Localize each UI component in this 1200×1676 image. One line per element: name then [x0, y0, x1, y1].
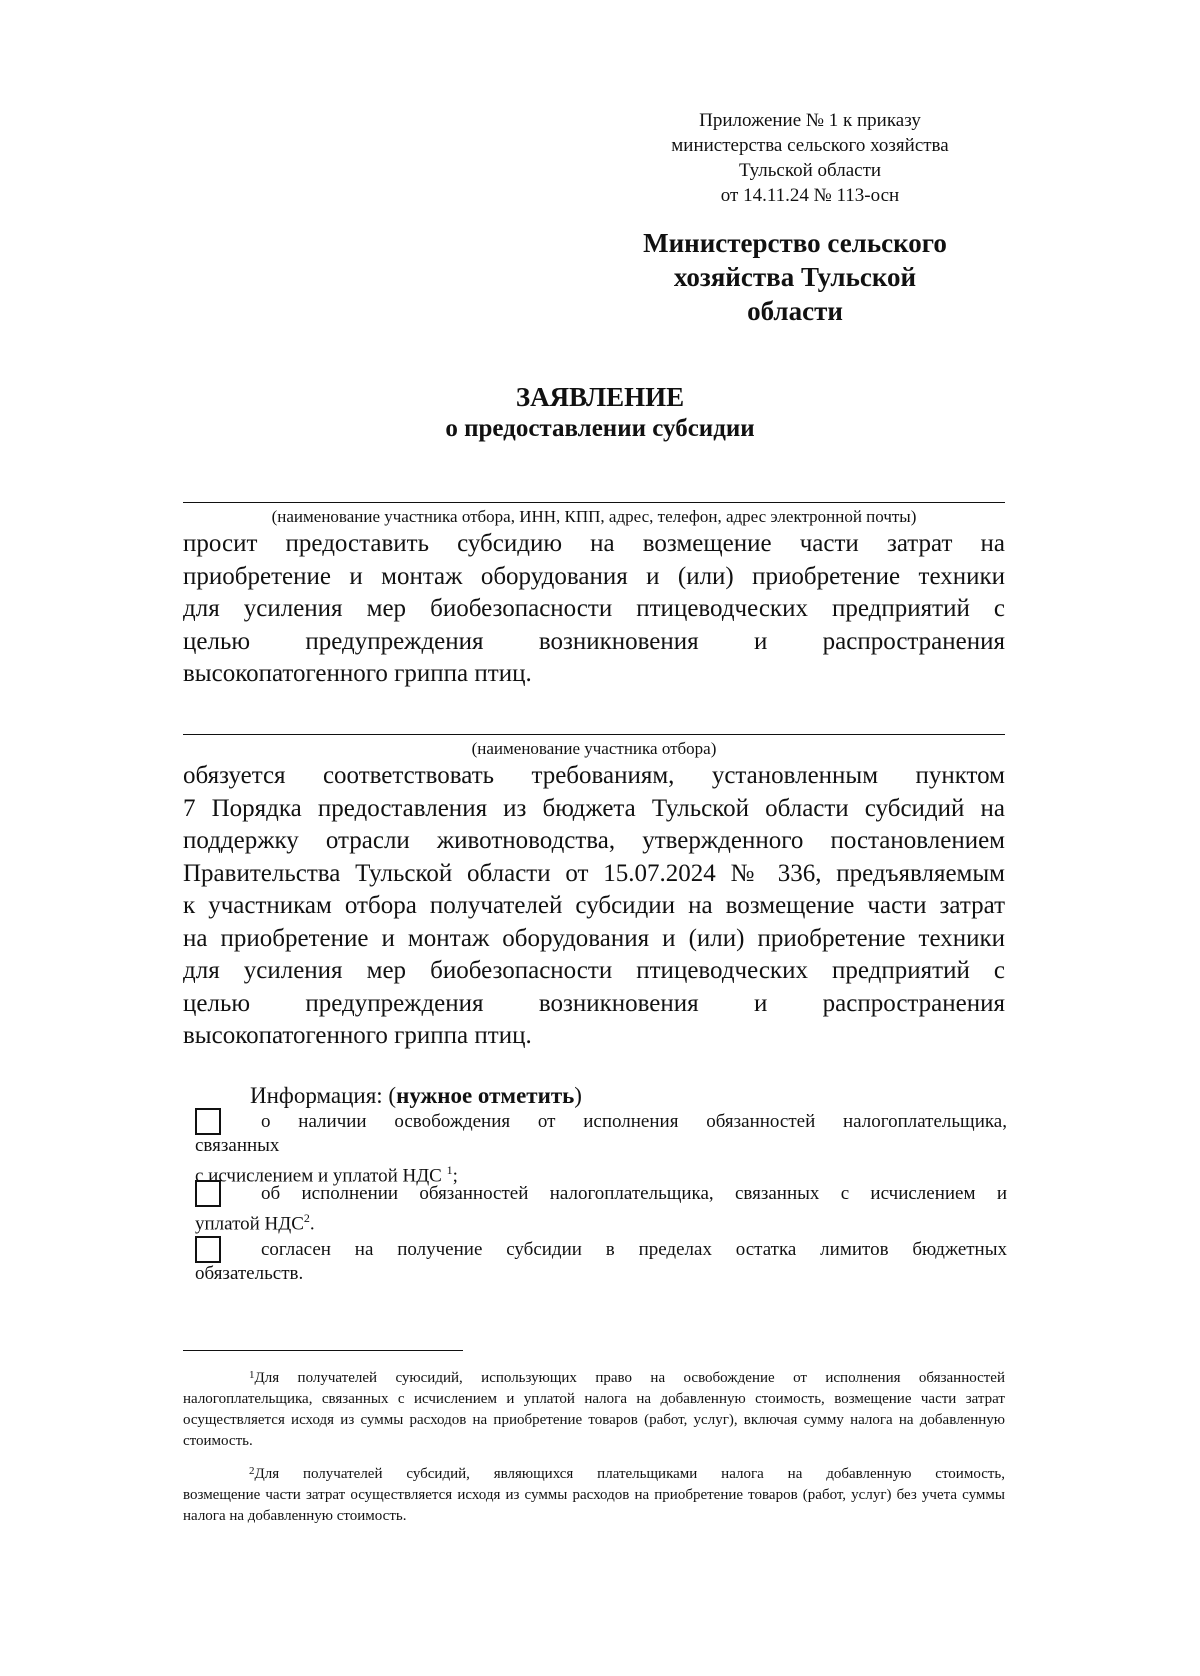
info-label: Информация: (нужное отметить)	[250, 1083, 582, 1108]
footnote-mark: 1	[249, 1369, 255, 1381]
document-title: ЗАЯВЛЕНИЕ	[515, 382, 685, 412]
option-vat-payer	[195, 1182, 1007, 1236]
appendix-header	[640, 108, 980, 208]
participant-name-field-line[interactable]	[183, 734, 1005, 735]
paragraph-line: для усиления мер биобезопасности птицеводческих предприятий с	[183, 595, 1005, 622]
option-text: о наличии освобождения от исполнения обязанностей налогоплательщика,	[261, 1111, 1007, 1132]
paragraph-line: целью предупреждения возникновения и распространения	[183, 627, 1005, 655]
appendix-line: Приложение № 1 к приказу	[699, 110, 921, 131]
paragraph-line: к участникам отбора получателей субсидии на возмещение части затрат	[183, 892, 1005, 919]
option-text: уплатой НДС$^2$.	[195, 1211, 315, 1235]
paragraph-line: обязуется соответствовать требованиям, установленным пунктом	[183, 762, 1005, 789]
paragraph-line: высокопатогенного гриппа птиц.	[183, 660, 532, 687]
footnote-1: $^1$Для получателей суюсидий, использующих право на освобождение от исполнения обязанностей налогоплательщика, связанных с исчислением и уплатой налога на добавленную стоимость, возмещение части затрат осуществляется исходя из суммы расходов на приобретение товаров (работ, услуг), включая сумму налога на добавленную стоимость.	[183, 1369, 1005, 1449]
option-budget-consent	[195, 1238, 1007, 1286]
option-text: обязательств.	[195, 1263, 304, 1284]
info-emphasis: нужное отметить	[396, 1083, 575, 1108]
option-text: об исполнении обязанностей налогоплательщика, связанных с исчислением и	[261, 1183, 1007, 1204]
ministry-addressee	[600, 226, 990, 328]
participant-name-caption: (наименование участника отбора)	[471, 739, 717, 758]
appendix-line: от 14.11.24 № 113-осн	[720, 185, 900, 206]
option-text: связанных	[195, 1135, 280, 1156]
paragraph-line: на приобретение и монтаж оборудования и (или) приобретение техники	[183, 924, 1005, 952]
paragraph-line: поддержку отрасли животноводства, утвержденного постановлением	[183, 827, 1005, 854]
paragraph-line: для усиления мер биобезопасности птицеводческих предприятий с	[183, 957, 1005, 984]
ministry-line: хозяйства Тульской	[673, 262, 917, 292]
obligation-paragraph	[183, 760, 1005, 1053]
option-text: с исчислением и уплатой НДС $^1$;	[195, 1163, 458, 1187]
paragraph-line: целью предупреждения возникновения и распространения	[183, 989, 1005, 1017]
paragraph-line: высокопатогенного гриппа птиц.	[183, 1022, 532, 1049]
paragraph-line: просит предоставить субсидию на возмещение части затрат на	[183, 530, 1005, 557]
appendix-line: министерства сельского хозяйства	[671, 135, 949, 156]
footnote-mark: 2	[249, 1465, 255, 1477]
applicant-details-field-line[interactable]	[183, 502, 1005, 503]
request-paragraph	[183, 528, 1005, 691]
footnote-2: $^2$Для получателей субсидий, являющихся плательщиками налога на добавленную стоимость, возмещение части затрат осуществляется исходя из суммы расходов на приобретение товаров (работ, услуг) без учета суммы налога на добавленную стоимость.	[183, 1465, 1005, 1524]
option-vat-exemption	[195, 1110, 1007, 1188]
footnote-separator	[183, 1350, 463, 1351]
paragraph-line: приобретение и монтаж оборудования и (или) приобретение техники	[183, 562, 1005, 590]
ministry-line: области	[747, 296, 843, 326]
appendix-line: Тульской области	[738, 160, 882, 181]
document-subtitle: о предоставлении субсидии	[445, 415, 755, 442]
applicant-details-caption: (наименование участника отбора, ИНН, КПП, адрес, телефон, адрес электронной почты)	[271, 507, 917, 526]
paragraph-line: 7 Порядка предоставления из бюджета Тульской области субсидий на	[183, 794, 1005, 822]
paragraph-line: Правительства Тульской области от 15.07.2024 № 336, предъявляемым	[183, 859, 1005, 887]
ministry-line: Министерство сельского	[643, 228, 947, 258]
option-text: согласен на получение субсидии в пределах остатка лимитов бюджетных	[261, 1239, 1007, 1260]
